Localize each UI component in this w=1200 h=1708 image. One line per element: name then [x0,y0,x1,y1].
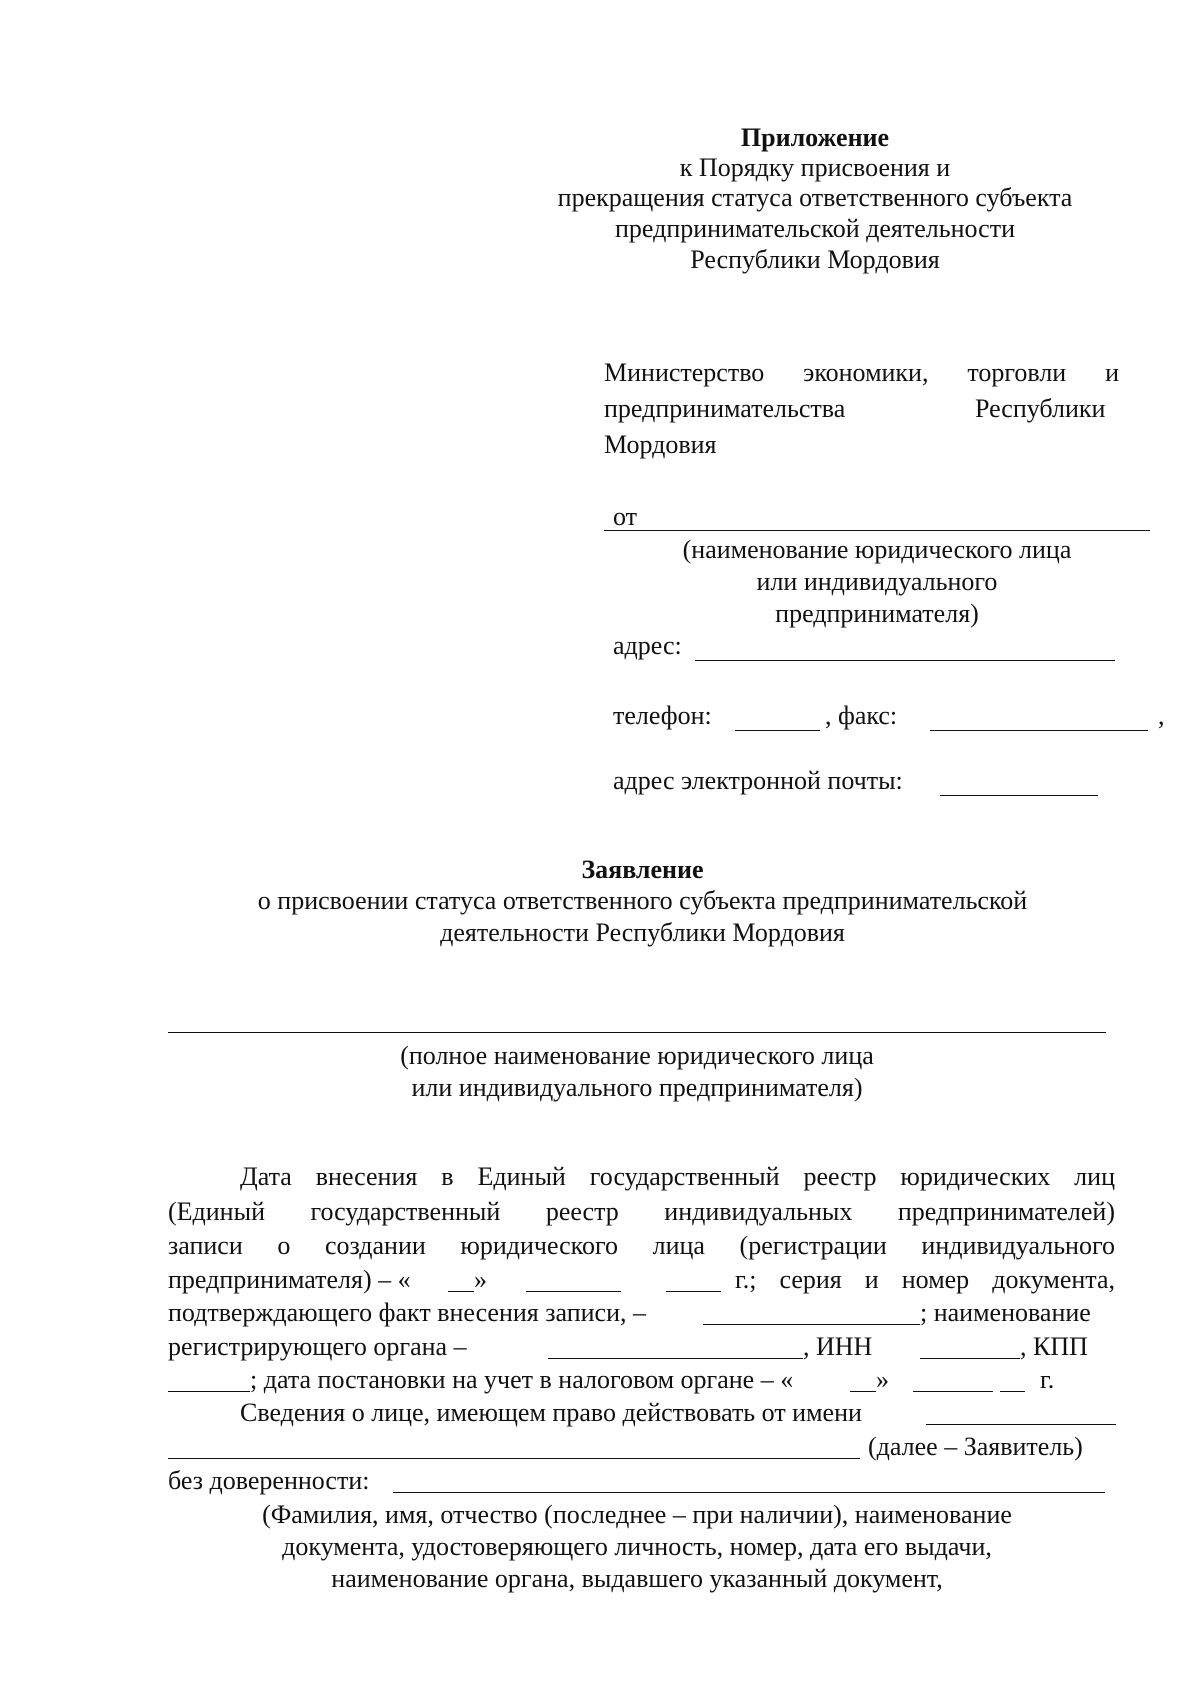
phone-label: телефон: [613,701,712,730]
body-p1-line-5-b: ; наименование [920,1298,1091,1327]
fax-underline [930,730,1148,731]
month-underline-2 [913,1391,993,1392]
body-p1-line-6-c: , КПП [1020,1332,1088,1361]
from-label: от [613,502,638,531]
appendix-title: Приложение [740,123,890,152]
kpp-underline [168,1391,250,1392]
day-underline-1 [448,1291,474,1292]
appendix-line-3: предпринимательской деятельности [615,214,1015,243]
trailing-comma: , [1158,701,1165,730]
body-p2-line-3: без доверенности: [168,1466,370,1495]
from-hint-line-3: предпринимателя) [775,599,979,628]
full-name-underline [168,1032,1106,1033]
body-p2-line-2: (далее – Заявитель) [868,1432,1083,1461]
statement-title: Заявление [581,855,704,884]
from-underline [604,530,1150,531]
full-name-hint-line-1: (полное наименование юридического лица [400,1041,874,1070]
statement-subtitle-line-2: деятельности Республики Мордовия [440,918,845,947]
body-p1-line-1: Дата внесения в Единый государственный реестр юридических лиц [240,1162,1115,1191]
body-p1-line-7-a: ; дата постановки на учет в налоговом органе – « [250,1365,794,1394]
body-p1-line-4-b: » [474,1265,487,1294]
from-hint-line-2: или индивидуального [756,567,998,596]
email-label: адрес электронной почты: [613,766,903,795]
address-underline [695,660,1115,661]
applicant-name-underline-1 [926,1424,1116,1425]
fax-label: , факс: [825,701,898,730]
body-p1-line-4-c: г.; серия и номер документа, [735,1265,1115,1294]
month-underline-1 [526,1291,621,1292]
appendix-line-1: к Порядку присвоения и [679,153,951,182]
body-p2-hint-line-1: (Фамилия, имя, отчество (последнее – при наличии), наименование [262,1500,1012,1529]
body-p1-line-6-a: регистрирующего органа – [168,1332,467,1361]
proxy-underline [393,1492,1105,1493]
body-p1-line-6-b: , ИНН [803,1332,873,1361]
from-hint-line-1: (наименование юридического лица [682,535,1072,564]
statement-subtitle-line-1: о присвоении статуса ответственного субъекта предпринимательской [257,886,1028,915]
appendix-line-2: прекращения статуса ответственного субъекта [557,183,1073,212]
appendix-line-4: Республики Мордовия [690,245,940,274]
addressee-line-2-left: предпринимательства [604,394,846,423]
registrar-underline [548,1358,803,1359]
body-p1-line-2: (Единый государственный реестр индивидуальных предпринимателей) [168,1197,1115,1226]
applicant-name-underline-2 [168,1458,860,1459]
addressee-line-3: Мордовия [604,430,717,459]
body-p2-line-1: Сведения о лице, имеющем право действовать от имени [240,1398,862,1427]
full-name-hint-line-2: или индивидуального предпринимателя) [411,1073,863,1102]
body-p1-line-7-c: г. [1040,1365,1055,1394]
year-underline-1 [666,1291,721,1292]
phone-underline [735,730,820,731]
body-p1-line-4-a: предпринимателя) – « [168,1265,411,1294]
body-p2-hint-line-3: наименование органа, выдавшего указанный документ, [331,1564,943,1593]
address-label: адрес: [613,631,682,660]
email-underline [940,795,1098,796]
body-p1-line-3: записи о создании юридического лица (регистрации индивидуального [168,1231,1115,1260]
record-doc-underline [703,1324,920,1325]
day-underline-2 [850,1391,876,1392]
body-p2-hint-line-2: документа, удостоверяющего личность, номер, дата его выдачи, [282,1532,992,1561]
body-p1-line-5-a: подтверждающего факт внесения записи, – [168,1298,647,1327]
year-underline-2 [1000,1391,1025,1392]
addressee-line-2-right: Республики [975,394,1106,423]
inn-underline [920,1358,1020,1359]
addressee-line-1: Министерство экономики, торговли и [604,358,1119,387]
body-p1-line-7-b: » [876,1365,889,1394]
